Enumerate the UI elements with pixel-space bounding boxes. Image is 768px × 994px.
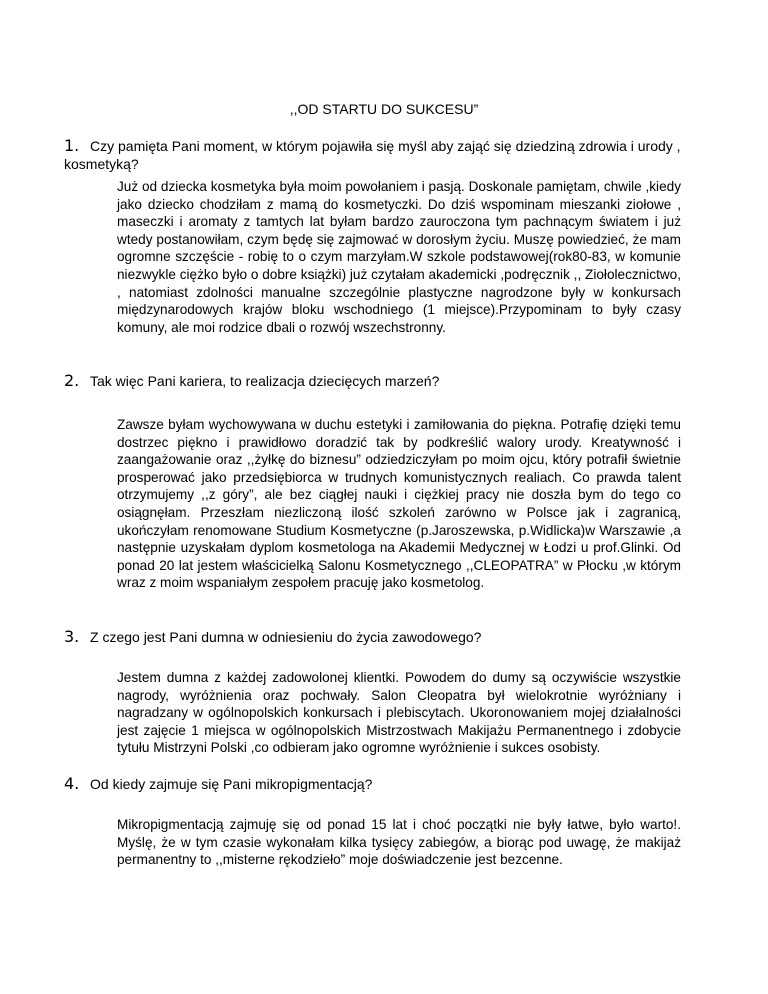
question-number: 3. <box>64 627 80 646</box>
question-text: Od kiedy zajmuje się Pani mikropigmentacją? <box>90 776 373 792</box>
question-2 <box>64 372 684 390</box>
answer-1: Już od dziecka kosmetyka była moim powołaniem i pasją. Doskonale pamiętam, chwile ,kiedy jako dziecko chodziłam z mamą do kosmetyczki. Do dziś wspominam mieszanki ziołowe , maseczki i aromaty z tamtych lat byłam bardzo zauroczona tym pachnącym światem i już wtedy postanowiłam, czym będę się zajmować w dorosłym życiu. Muszę powiedzieć, że mam ogromne szczęście - robię to o czym marzyłam.W szkole podstawowej(rok80-83, w komunie niezwykle ciężko było o dobre książki) już czytałam akademicki ,podręcznik ,, Ziołolecznictwo, , natomiast zdolności manualne szczególnie plastyczne nagrodzone były w konkursach międzynarodowych krajów bloku wschodniego (1 miejsce).Przypominam to były czasy komuny, ale moi rodzice dbali o rozwój wszechstronny. <box>117 179 681 335</box>
answer-2: Zawsze byłam wychowywana w duchu estetyki i zamiłowania do piękna. Potrafię dzięki temu dostrzec piękno i prawidłowo doradzić tak by podkreślić walory urody. Kreatywność i zaangażowanie oraz ,,żyłkę do biznesu” odziedziczyłam po moim ojcu, który potrafił świetnie prosperować jako przedsiębiorca w trudnych komunistycznych realiach. Co prawda talent otrzymujemy ,,z góry”, ale bez ciągłej nauki i ciężkiej pracy nie doszła bym do tego co osiągnęłam. Przeszłam niezliczoną ilość szkoleń zarówno w Polsce jak i zagranicą, ukończyłam renomowane Studium Kosmetyczne (p.Jaroszewska, p.Widlicka)w Warszawie ,a następnie uzyskałam dyplom kosmetologa na Akademii Medycznej w Łodzi u prof.Glinki. Od ponad 20 lat jestem właścicielką Salonu Kosmetycznego ,,CLEOPATRA” w Płocku ,w którym wraz z moim wspaniałym zespołem pracuję jako kosmetolog. <box>117 417 681 591</box>
answer-3: Jestem dumna z każdej zadowolonej klientki. Powodem do dumy są oczywiście wszystkie nagrody, wyróżnienia oraz pochwały. Salon Cleopatra był wielokrotnie wyróżniany i nagradzany w ogólnopolskich konkursach i plebiscytach. Ukoronowaniem mojej działalności jest zajęcie 1 miejsca w ogólnopolskich Mistrzostwach Makijażu Permanentnego i zdobycie tytułu Mistrzyni Polski ,co odbieram jako ogromne wyróżnienie i sukces osobisty. <box>117 670 681 756</box>
question-1 <box>64 137 684 173</box>
question-text: Tak więc Pani kariera, to realizacja dziecięcych marzeń? <box>90 373 440 389</box>
question-text: Z czego jest Pani dumna w odniesieniu do życia zawodowego? <box>90 629 482 645</box>
question-4 <box>64 775 684 793</box>
question-number: 2. <box>64 371 80 390</box>
question-number: 4. <box>64 774 80 793</box>
answer-4: Mikropigmentacją zajmuję się od ponad 15 lat i choć początki nie były łatwe, było warto!. Myślę, że w tym czasie wykonałam kilka tysięcy zabiegów, a biorąc pod uwagę, że makijaż permanentny to ,,misterne rękodzieło” moje doświadczenie jest bezcenne. <box>117 817 681 868</box>
question-3 <box>64 628 684 646</box>
document-title: ,,OD STARTU DO SUKCESU” <box>289 101 479 117</box>
question-text: Czy pamięta Pani moment, w którym pojawiła się myśl aby zająć się dziedziną zdrowia i urody , kosmetyką? <box>64 138 681 172</box>
question-number: 1. <box>64 136 80 155</box>
